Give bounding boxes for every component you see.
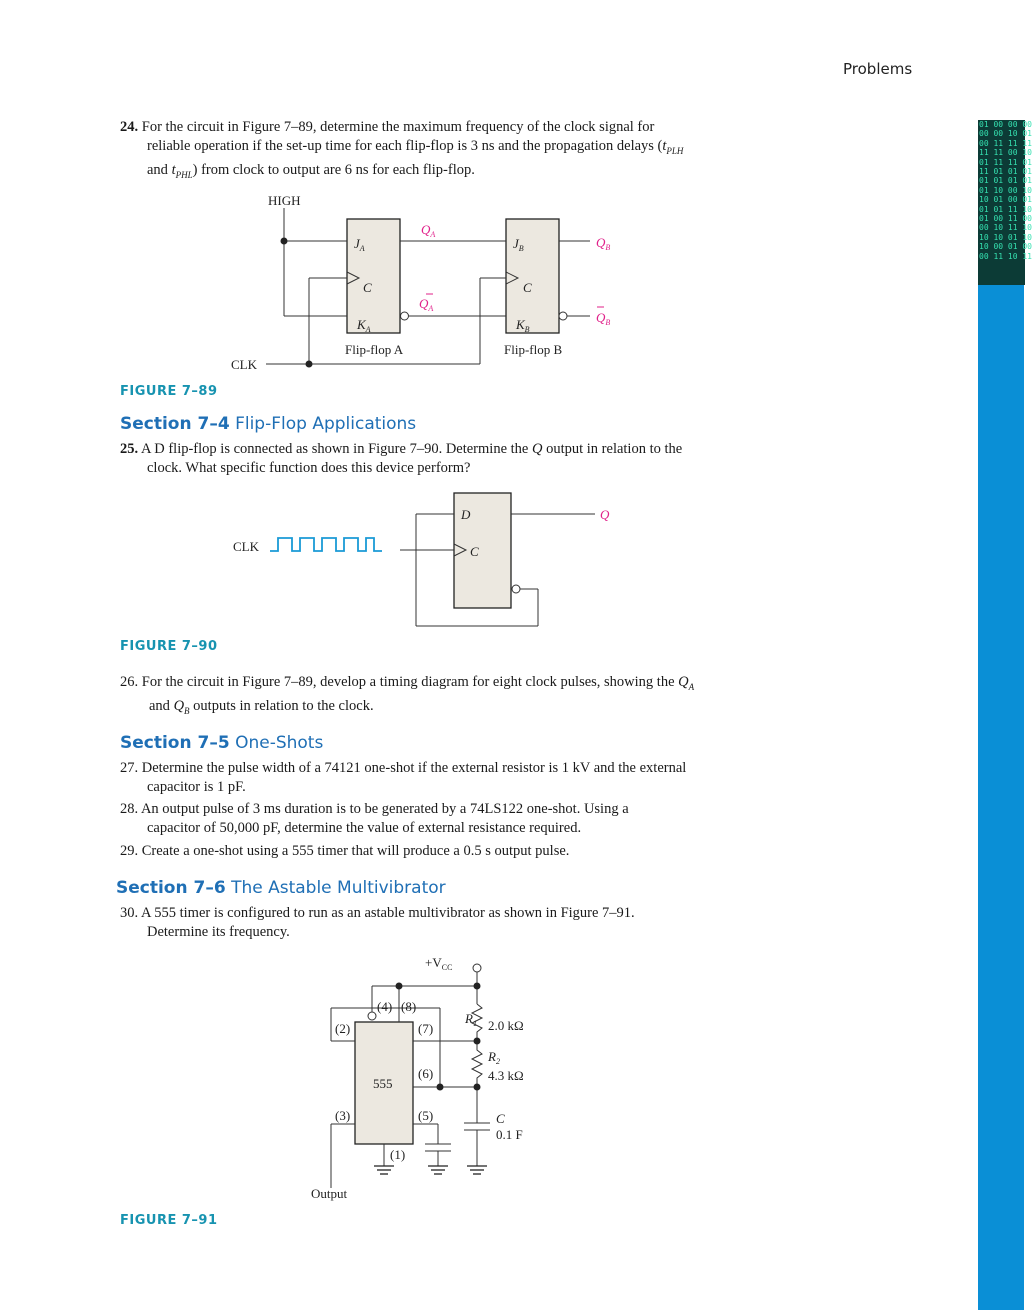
problem-text: Determine its frequency. (147, 924, 290, 940)
pin1-label: (1) (390, 1147, 406, 1162)
subscript: PHL (175, 169, 193, 180)
problem-text: and (149, 697, 174, 714)
problem-number: 25. (120, 441, 139, 457)
section-title: One-Shots (229, 733, 324, 753)
section-title: The Astable Multivibrator (225, 878, 446, 898)
clk-label: CLK (231, 357, 257, 372)
problem-text: For the circuit in Figure 7–89, determine the maximum frequency of the clock signal for (141, 119, 655, 135)
subscript: B (184, 705, 190, 716)
subscript: PLH (666, 145, 684, 156)
problem-number: 30. (120, 905, 139, 921)
problem-number: 29. (120, 843, 139, 859)
ffa-label: Flip-flop A (345, 342, 404, 357)
r1-label: $R_1$ (465, 1011, 477, 1028)
vcc-label: $+V_{CC}$ (425, 955, 453, 972)
clk-label: CLK (233, 539, 259, 554)
pin8-label: (8) (401, 999, 417, 1014)
problem-number: 28. (120, 801, 139, 817)
r2-label: $R_2$ (488, 1049, 500, 1066)
t-symbol: t (662, 138, 667, 154)
c-label: C (496, 1111, 505, 1126)
subscript: A (688, 681, 695, 692)
pin5-label: (5) (418, 1108, 434, 1123)
cb-label: C (523, 280, 532, 295)
problem-text: Create a one-shot using a 555 timer that will produce a 0.5 s output pulse. (141, 843, 570, 859)
running-header: Problems (843, 60, 913, 78)
problem-number: 27. (120, 760, 139, 776)
qa-bar-label: $Q_A$ (419, 296, 434, 313)
pin2-label: (2) (335, 1021, 351, 1036)
section-title: Flip-Flop Applications (229, 414, 417, 434)
problem-number: 26. (120, 674, 139, 690)
section-number: Section 7–5 (120, 733, 230, 753)
problem-text: capacitor is 1 pF. (147, 779, 246, 795)
problem-text: For the circuit in Figure 7–89, develop a timing diagram for eight clock pulses, showing the (141, 674, 679, 690)
figure-7-89-caption: FIGURE 7–89 (120, 384, 218, 399)
figure-7-91-caption: FIGURE 7–91 (120, 1213, 218, 1228)
section-number: Section 7–6 (116, 878, 226, 898)
figure-7-90-caption: FIGURE 7–90 (120, 639, 218, 654)
problem-text: An output pulse of 3 ms duration is to be generated by a 74LS122 one-shot. Using a (140, 801, 629, 817)
qb-label: $Q_B$ (596, 235, 611, 252)
ja-label: $J_A$ (354, 236, 365, 253)
pin4-label: (4) (377, 999, 393, 1014)
output-label: Output (311, 1186, 348, 1201)
problem-text: outputs in relation to the clock. (189, 697, 374, 714)
q-symbol: Q (531, 441, 543, 457)
problem-text: capacitor of 50,000 pF, determine the value of external resistance required. (147, 820, 582, 836)
t-symbol: t (171, 161, 176, 178)
pin7-label: (7) (418, 1021, 434, 1036)
high-label: HIGH (268, 193, 301, 208)
side-binary-graphic: 01 00 00 00 00 00 10 01 00 11 11 11 11 11 00 10 01 11 11 01 11 01 01 01 01 01 01 01 01 10 00 10 10 01 00 01 01 01 11 10 01 00 11 00 00 10 11 10 10 10 01 10 10 00 01 00 00 11 10 11 (978, 120, 1025, 285)
problem-text: clock. What specific function does this device perform? (147, 460, 471, 476)
section-number: Section 7–4 (120, 414, 230, 434)
d-label: D (461, 507, 471, 522)
jb-label: $J_B$ (513, 236, 524, 253)
pin6-label: (6) (418, 1066, 434, 1081)
problem-text: Determine the pulse width of a 74121 one-shot if the external resistor is 1 kV and the external (141, 760, 687, 776)
qa-label: $Q_A$ (421, 222, 436, 239)
pin3-label: (3) (335, 1108, 351, 1123)
c-label: C (470, 544, 479, 559)
ca-label: C (363, 280, 372, 295)
problem-text: A D flip-flop is connected as shown in Figure 7–90. Determine the (140, 441, 532, 457)
problem-text: and (147, 161, 172, 178)
qb-bar-label: $Q_B$ (596, 310, 611, 327)
r1-value: 2.0 kΩ (488, 1018, 524, 1033)
problem-number: 24. (120, 119, 139, 135)
r2-value: 4.3 kΩ (488, 1068, 524, 1083)
q-symbol: Q (678, 674, 689, 690)
problem-text: output in relation to the (542, 441, 683, 457)
q-label: Q (600, 507, 610, 522)
ka-label: $K_A$ (357, 317, 371, 334)
kb-label: $K_B$ (516, 317, 530, 334)
problem-text: ) from clock to output are 6 ns for each flip-flop. (192, 161, 475, 178)
chip-555-label: 555 (373, 1076, 393, 1091)
problem-text: A 555 timer is configured to run as an astable multivibrator as shown in Figure 7–91. (140, 905, 635, 921)
c-value: 0.1 F (496, 1127, 523, 1142)
ffb-label: Flip-flop B (504, 342, 563, 357)
problem-text: reliable operation if the set-up time for each flip-flop is 3 ns and the propagation delays ( (147, 138, 663, 154)
q-symbol: Q (173, 697, 185, 714)
